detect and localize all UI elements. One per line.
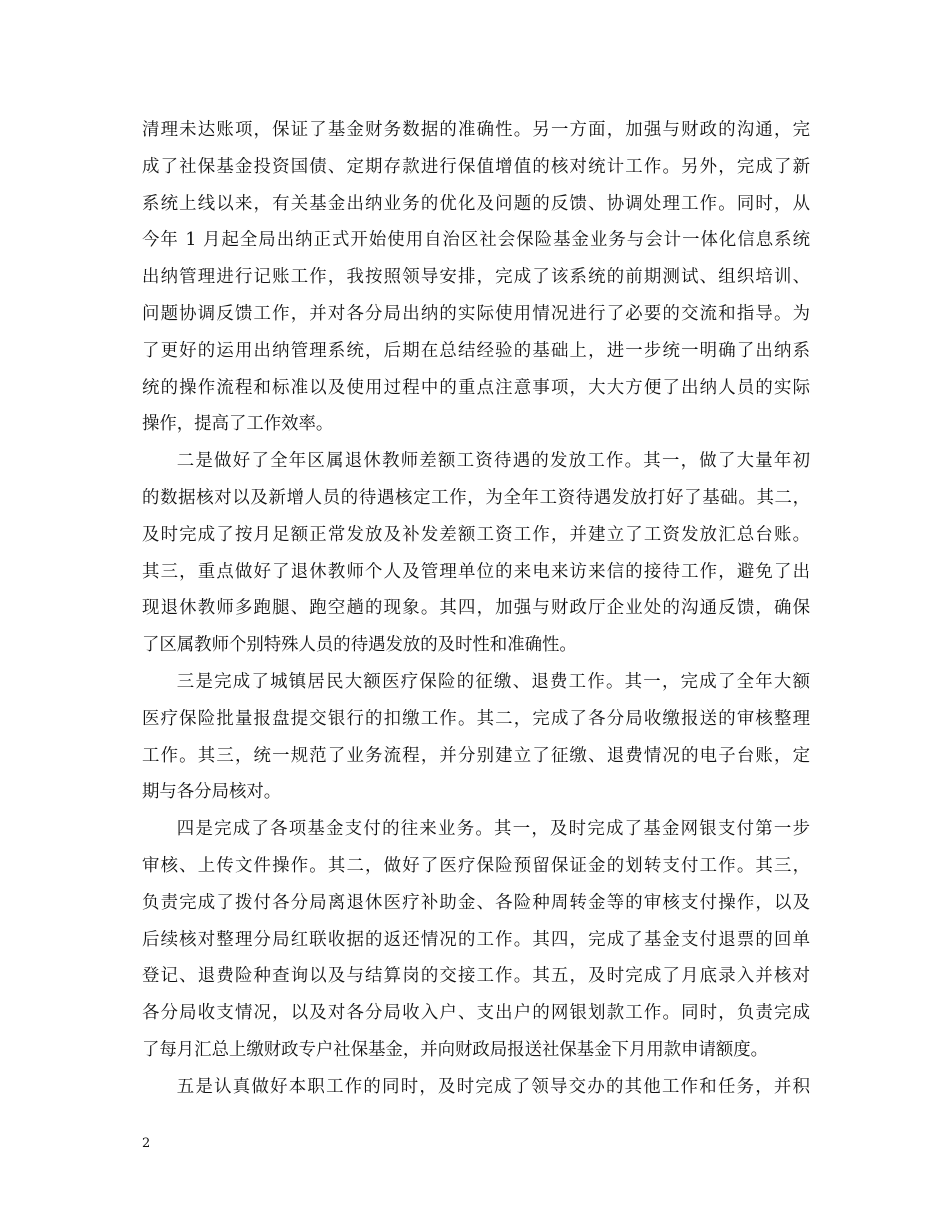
text-line: 成了社保基金投资国债、定期存款进行保值增值的核对统计工作。另外，完成了新 [142, 156, 810, 177]
paragraph-other-tasks [142, 1069, 810, 1106]
paragraph-cleanup-accounts [142, 112, 810, 443]
paragraph-fund-payments [142, 811, 810, 1069]
body-text [142, 112, 810, 1106]
text-line: 审核、上传文件操作。其二，做好了医疗保险预留保证金的划转支付工作。其三， [142, 855, 810, 876]
text-line: 操作，提高了工作效率。 [142, 414, 334, 435]
text-line: 后续核对整理分局红联收据的返还情况的工作。其四，完成了基金支付退票的回单 [142, 929, 810, 950]
text-line: 了更好的运用出纳管理系统，后期在总结经验的基础上，进一步统一明确了出纳系 [142, 340, 810, 361]
text-line: 登记、退费险种查询以及与结算岗的交接工作。其五，及时完成了月底录入并核对 [142, 966, 810, 987]
text-line: 现退休教师多跑腿、跑空趟的现象。其四，加强与财政厅企业处的沟通反馈，确保 [142, 598, 810, 619]
text-line: 其三，重点做好了退休教师个人及管理单位的来电来访来信的接待工作，避免了出 [142, 561, 810, 582]
text-line: 期与各分局核对。 [142, 782, 282, 803]
paragraph-retired-teachers [142, 443, 810, 664]
text-line: 了每月汇总上缴财政专户社保基金，并向财政局报送社保基金下月用款申请额度。 [142, 1039, 769, 1060]
text-line: 今年 1 月起全局出纳正式开始使用自治区社会保险基金业务与会计一体化信息系统 [142, 230, 810, 251]
text-line: 负责完成了拨付各分局离退休医疗补助金、各险种周转金等的审核支付操作，以及 [142, 892, 810, 913]
page-number: 2 [142, 1136, 151, 1151]
text-line: 系统上线以来，有关基金出纳业务的优化及问题的反馈、协调处理工作。同时，从 [142, 193, 810, 214]
text-line: 二是做好了全年区属退休教师差额工资待遇的发放工作。其一，做了大量年初 [176, 451, 810, 472]
text-line: 四是完成了各项基金支付的往来业务。其一，及时完成了基金网银支付第一步 [176, 819, 810, 840]
text-line: 的数据核对以及新增人员的待遇核定工作，为全年工资待遇发放打好了基础。其二， [142, 487, 810, 508]
text-line: 统的操作流程和标准以及使用过程中的重点注意事项，大大方便了出纳人员的实际 [142, 377, 810, 398]
paragraph-medical-insurance [142, 664, 810, 811]
text-line: 问题协调反馈工作，并对各分局出纳的实际使用情况进行了必要的交流和指导。为 [142, 303, 810, 324]
text-line: 工作。其三，统一规范了业务流程，并分别建立了征缴、退费情况的电子台账，定 [142, 745, 810, 766]
text-line: 各分局收支情况，以及对各分局收入户、支出户的网银划款工作。同时，负责完成 [142, 1003, 810, 1024]
text-line: 五是认真做好本职工作的同时，及时完成了领导交办的其他工作和任务，并积 [176, 1076, 810, 1097]
text-line: 出纳管理进行记账工作，我按照领导安排，完成了该系统的前期测试、组织培训、 [142, 267, 810, 288]
text-line: 及时完成了按月足额正常发放及补发差额工资工作，并建立了工资发放汇总台账。 [142, 524, 810, 545]
text-line: 三是完成了城镇居民大额医疗保险的征缴、退费工作。其一，完成了全年大额 [176, 671, 810, 692]
text-line: 清理未达账项，保证了基金财务数据的准确性。另一方面，加强与财政的沟通，完 [142, 120, 810, 140]
text-line: 了区属教师个别特殊人员的待遇发放的及时性和准确性。 [142, 635, 577, 656]
text-line: 医疗保险批量报盘提交银行的扣缴工作。其二，完成了各分局收缴报送的审核整理 [142, 708, 810, 729]
